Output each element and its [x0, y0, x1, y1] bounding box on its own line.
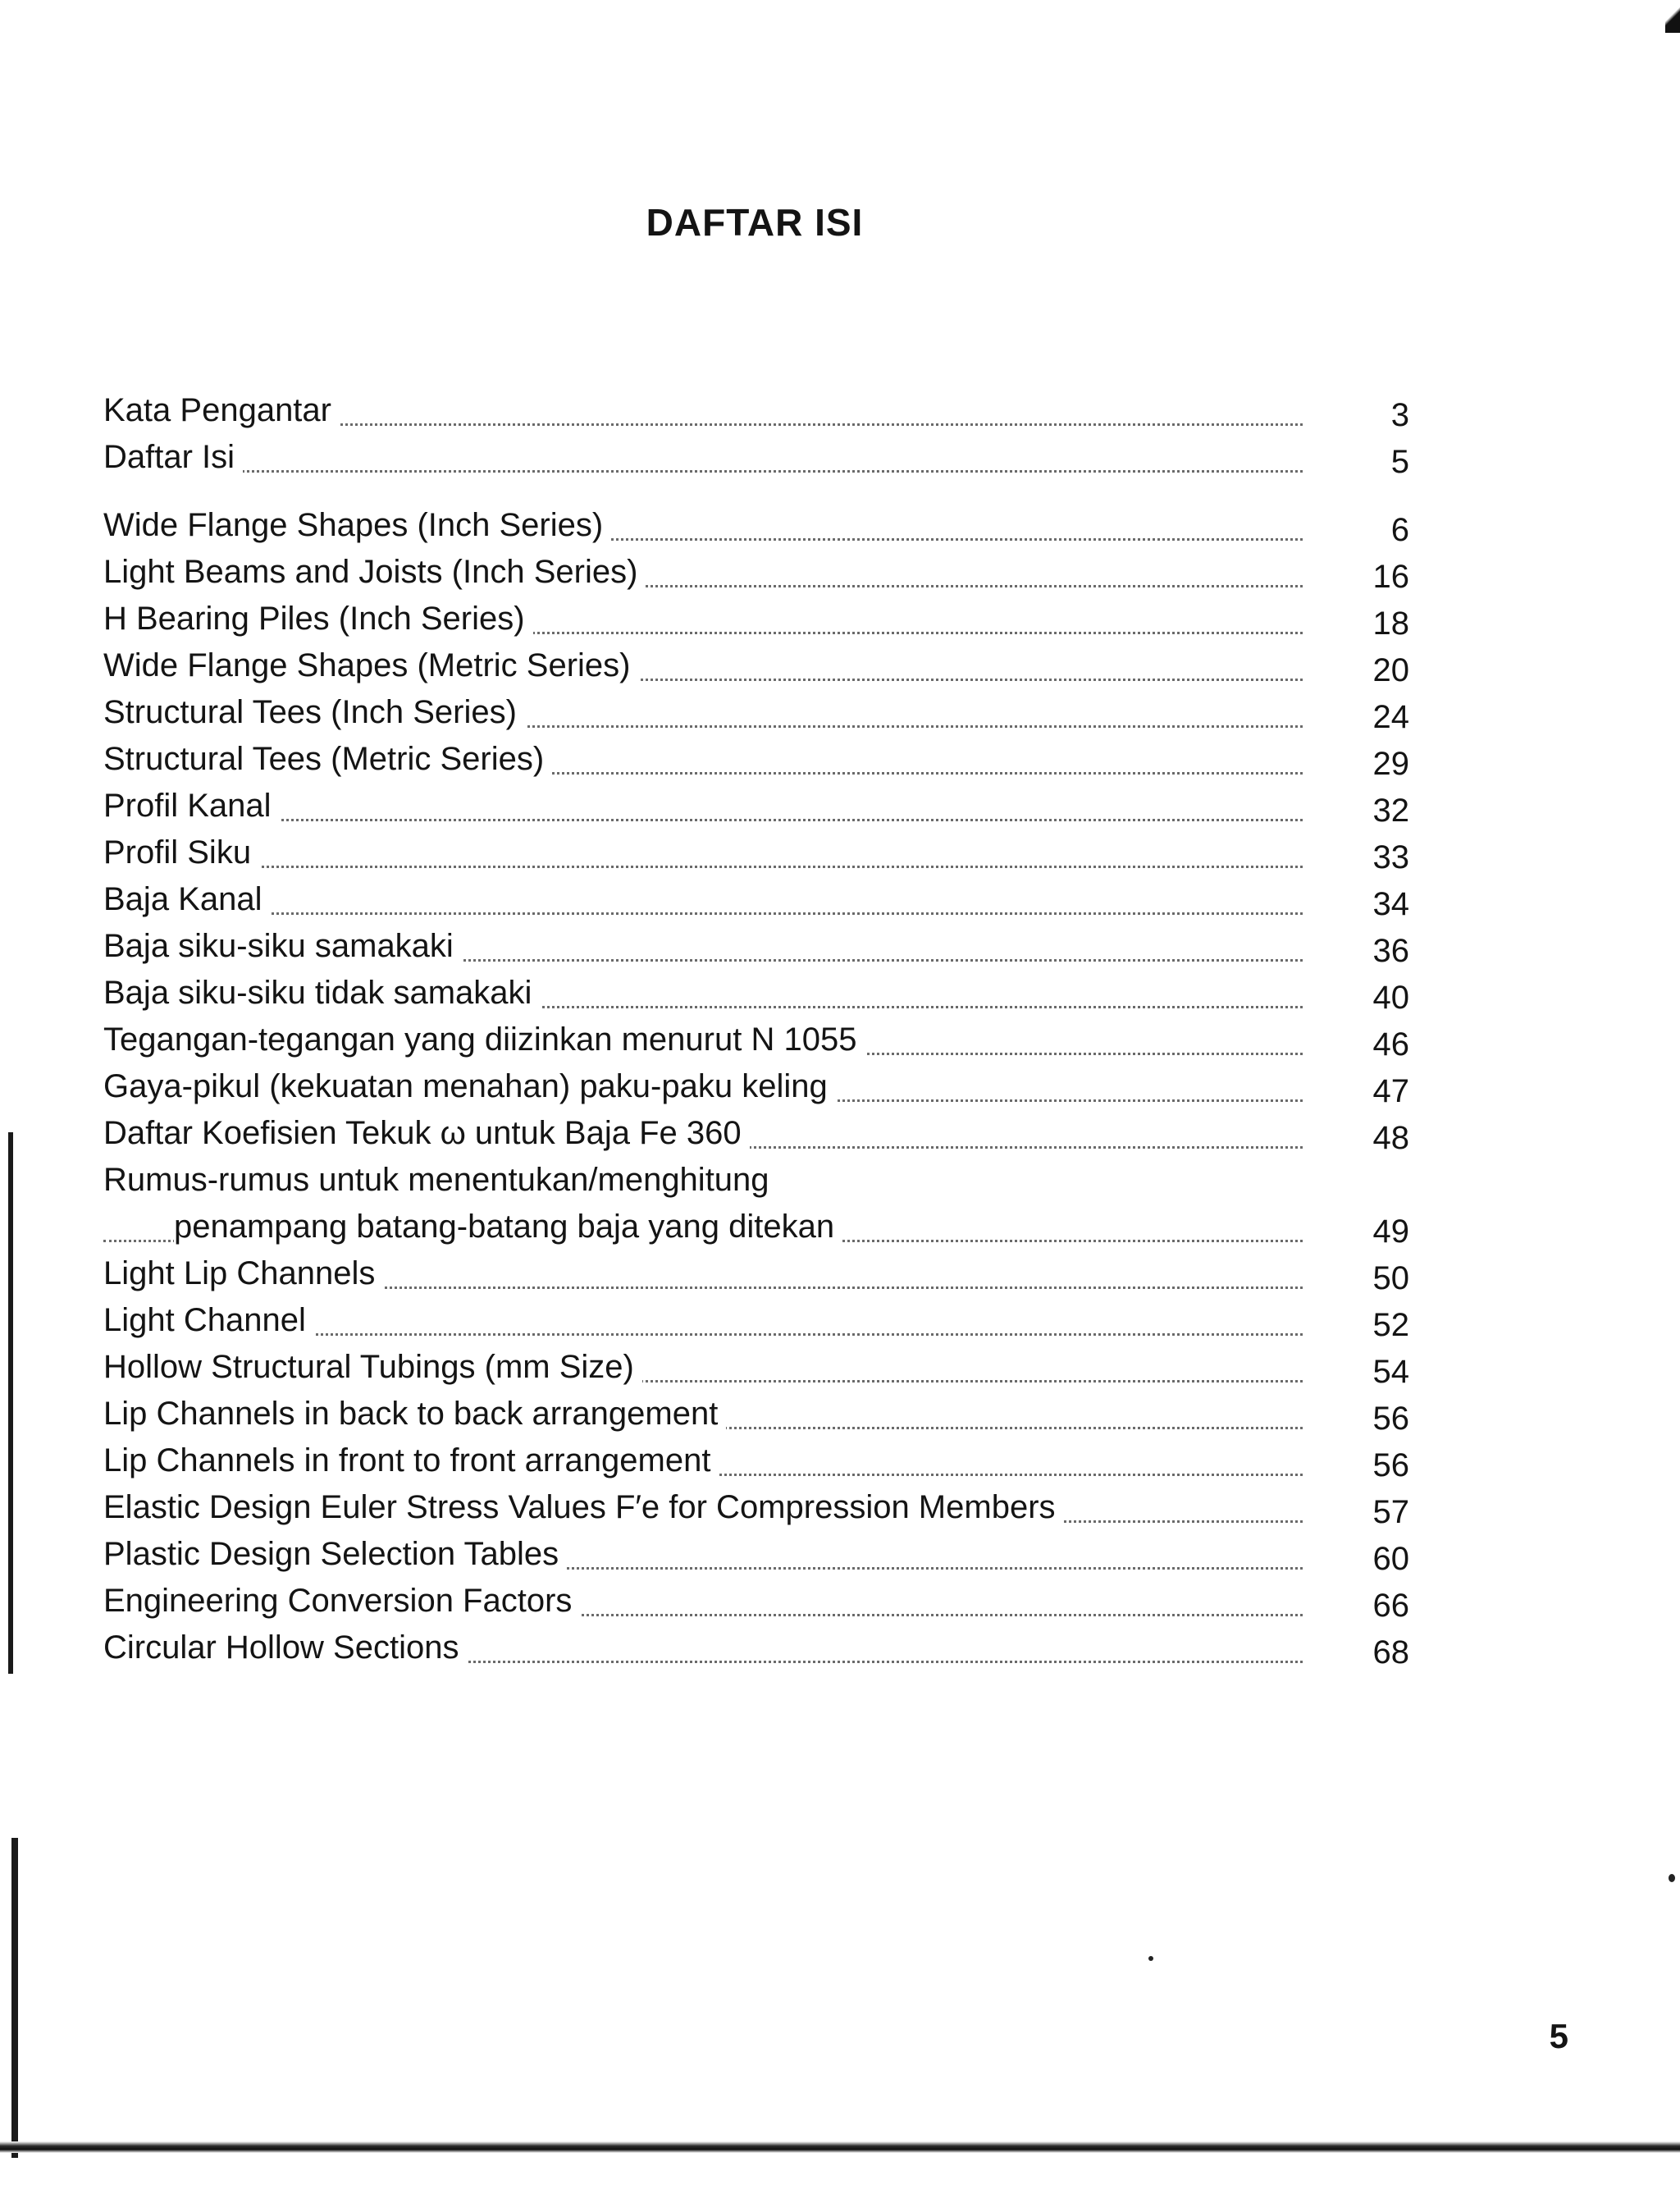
toc-entry-page: 18 — [1372, 606, 1409, 642]
toc-entry — [103, 783, 1409, 830]
page-number: 5 — [1549, 2017, 1568, 2055]
toc-entry-page: 16 — [1372, 559, 1409, 595]
toc-entry-page: 52 — [1372, 1307, 1409, 1343]
toc-entry — [103, 1578, 1409, 1625]
toc-entry-label: Daftar Isi — [103, 439, 243, 476]
toc-entry — [103, 387, 1409, 434]
scan-speck — [1669, 1874, 1675, 1882]
toc-entry-page: 6 — [1390, 512, 1409, 548]
toc-entry-page: 49 — [1372, 1213, 1409, 1250]
toc-entry — [103, 1437, 1409, 1484]
toc-entry-label: Plastic Design Selection Tables — [103, 1536, 567, 1573]
toc-entry-label: Hollow Structural Tubings (mm Size) — [103, 1349, 642, 1386]
toc-entry — [103, 434, 1409, 481]
toc-entry-label: Wide Flange Shapes (Metric Series) — [103, 647, 638, 684]
toc-entry-label: Rumus-rumus untuk menentukan/menghitung — [103, 1162, 778, 1199]
toc-entry-label: Tegangan-tegangan yang diizinkan menurut N 1055 — [103, 1021, 865, 1058]
toc-entry-label-continuation: penampang batang-batang baja yang ditekan — [174, 1209, 842, 1245]
toc-entry — [103, 1484, 1409, 1531]
toc-entry-page: 5 — [1390, 444, 1409, 480]
toc-entry — [103, 1625, 1409, 1671]
toc-entry-page: 56 — [1372, 1401, 1409, 1437]
toc-entry-label: Gaya-pikul (kekuatan menahan) paku-paku keling — [103, 1068, 836, 1105]
toc-entry-label: Lip Channels in back to back arrangement — [103, 1396, 726, 1433]
toc-entry-page: 48 — [1372, 1120, 1409, 1156]
toc-entry-label: H Bearing Piles (Inch Series) — [103, 601, 533, 638]
toc-entry — [103, 923, 1409, 970]
scan-corner — [1665, 0, 1680, 33]
page-title: DAFTAR ISI — [646, 201, 864, 244]
toc-entry — [103, 736, 1409, 783]
toc-entry-label: Daftar Koefisien Tekuk ω untuk Baja Fe 360 — [103, 1115, 750, 1152]
toc-entry-label: Elastic Design Euler Stress Values F′e for Compression Members — [103, 1489, 1064, 1526]
toc-entry — [103, 1110, 1409, 1157]
scan-speck — [1148, 1956, 1153, 1961]
dot-leader — [103, 470, 1303, 473]
toc-entry-label: Baja siku-siku samakaki — [103, 928, 462, 965]
toc-entry-label: Structural Tees (Metric Series) — [103, 741, 552, 778]
toc-entry-page: 50 — [1372, 1260, 1409, 1296]
toc-entry-label: Light Beams and Joists (Inch Series) — [103, 554, 646, 591]
toc-entry-page: 3 — [1390, 397, 1409, 433]
toc-entry-label: Baja siku-siku tidak samakaki — [103, 975, 540, 1012]
dot-leader — [103, 912, 1303, 915]
dot-leader — [103, 819, 1303, 821]
toc-entry-page: 60 — [1372, 1541, 1409, 1577]
toc-entry-label: Profil Siku — [103, 834, 259, 871]
toc-entry-label: Circular Hollow Sections — [103, 1629, 467, 1666]
toc-entry-page: 46 — [1372, 1026, 1409, 1063]
toc-entry-label: Profil Kanal — [103, 788, 280, 825]
toc-entry-first-line — [103, 1157, 1409, 1204]
toc-entry-page: 40 — [1372, 980, 1409, 1016]
toc-entry — [103, 1344, 1409, 1391]
toc-entry-page: 24 — [1372, 699, 1409, 735]
toc-entry-page: 66 — [1372, 1588, 1409, 1624]
toc-entry-page: 36 — [1372, 933, 1409, 969]
toc-entry — [103, 549, 1409, 596]
toc-entry-label: Wide Flange Shapes (Inch Series) — [103, 507, 611, 544]
table-of-contents — [103, 387, 1409, 1671]
dot-leader — [103, 866, 1303, 868]
toc-entry — [103, 876, 1409, 923]
toc-entry-page: 20 — [1372, 652, 1409, 688]
toc-entry — [103, 689, 1409, 736]
toc-entry-page: 29 — [1372, 746, 1409, 782]
toc-entry — [103, 1297, 1409, 1344]
toc-entry-page: 34 — [1372, 886, 1409, 922]
toc-entry-label: Light Channel — [103, 1302, 314, 1339]
section-gap — [103, 481, 1409, 502]
toc-entry — [103, 1204, 1409, 1250]
toc-entry-page: 68 — [1372, 1634, 1409, 1670]
toc-entry-page: 57 — [1372, 1494, 1409, 1530]
toc-entry-label: Light Lip Channels — [103, 1255, 383, 1292]
scan-edge-left — [11, 1838, 18, 2158]
toc-entry — [103, 502, 1409, 549]
scan-edge-bottom — [0, 2141, 1680, 2153]
toc-entry — [103, 1250, 1409, 1297]
toc-entry-page: 47 — [1372, 1073, 1409, 1109]
toc-entry — [103, 596, 1409, 642]
toc-entry-page: 54 — [1372, 1354, 1409, 1390]
toc-entry-label: Baja Kanal — [103, 881, 270, 918]
toc-entry-label: Engineering Conversion Factors — [103, 1583, 580, 1620]
scan-edge-left — [8, 1132, 13, 1674]
toc-entry — [103, 830, 1409, 876]
toc-entry — [103, 1531, 1409, 1578]
toc-entry-page: 56 — [1372, 1447, 1409, 1483]
toc-entry-page: 32 — [1372, 793, 1409, 829]
toc-entry — [103, 970, 1409, 1017]
toc-entry-page: 33 — [1372, 839, 1409, 875]
toc-entry-label: Kata Pengantar — [103, 392, 340, 429]
toc-entry — [103, 1017, 1409, 1063]
toc-entry-label: Lip Channels in front to front arrangement — [103, 1442, 719, 1479]
toc-entry — [103, 642, 1409, 689]
toc-entry — [103, 1063, 1409, 1110]
toc-entry — [103, 1391, 1409, 1437]
toc-entry-label: Structural Tees (Inch Series) — [103, 694, 525, 731]
